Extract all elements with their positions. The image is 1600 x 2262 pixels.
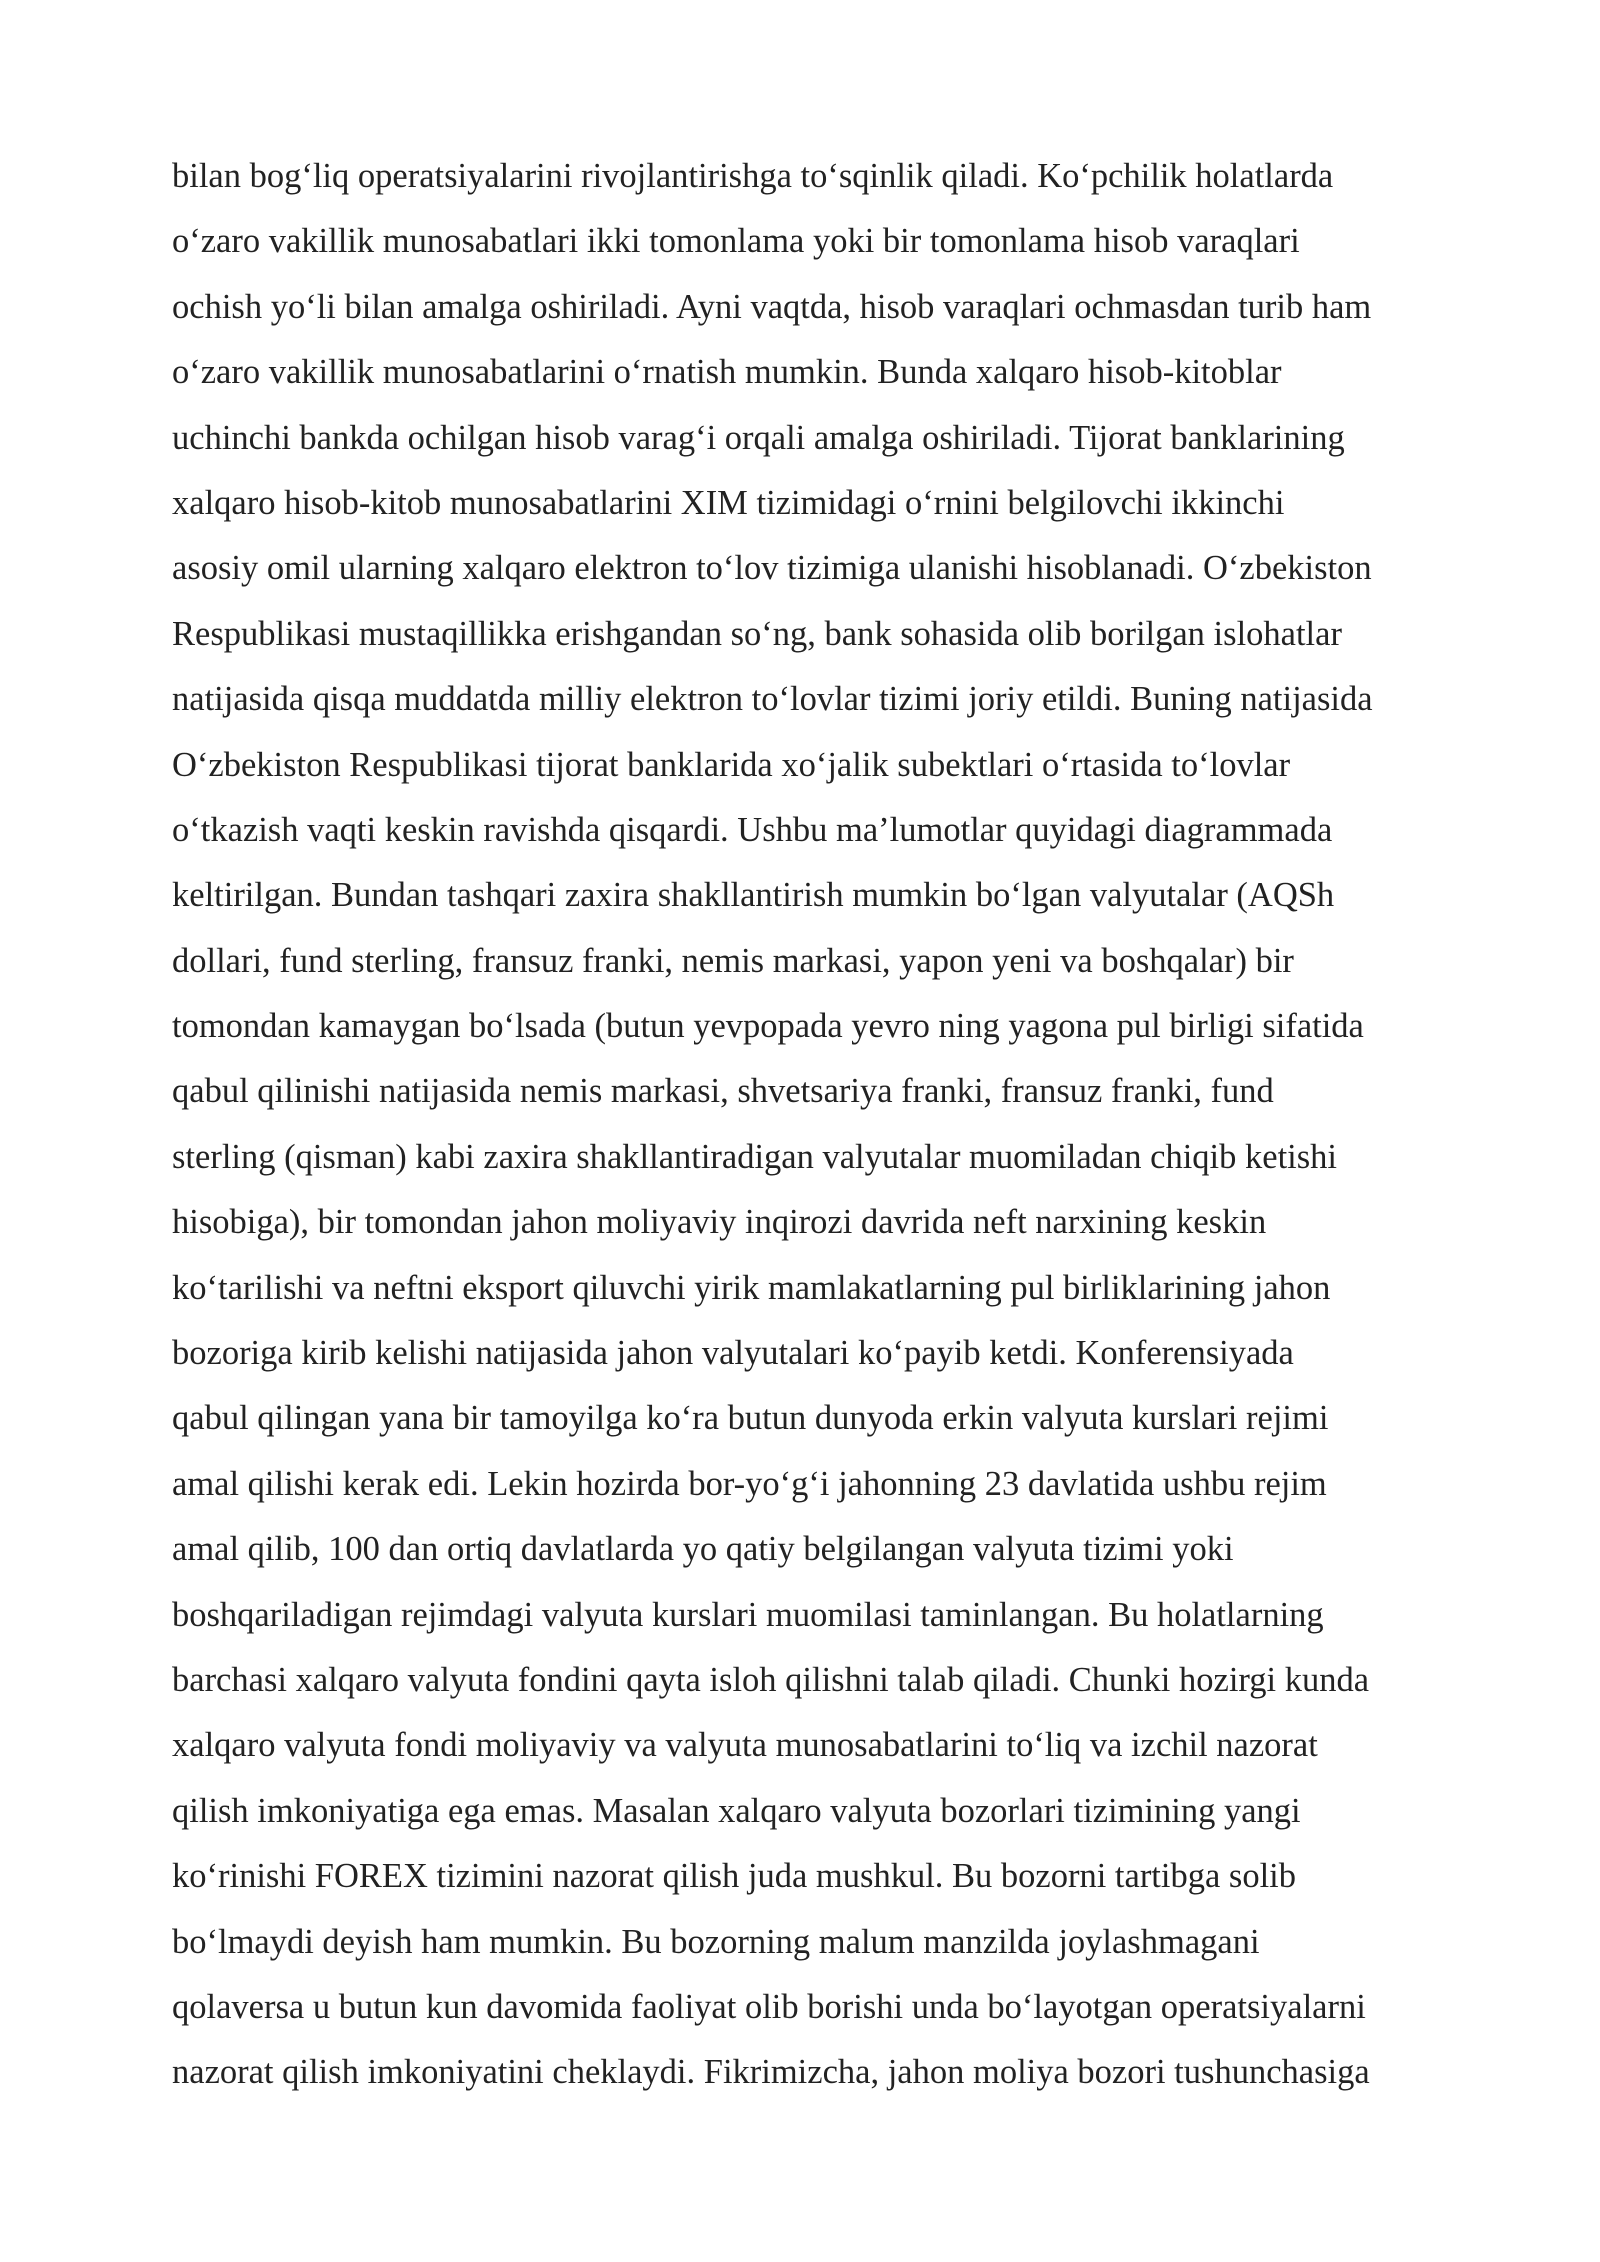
text-line: o‘zaro vakillik munosabatlari ikki tomonlama yoki bir tomonlama hisob varaqlari xyxy=(172,222,1300,261)
text-line: amal qilishi kerak edi. Lekin hozirda bor-yo‘g‘i jahonning 23 davlatida ushbu rejim xyxy=(172,1464,1327,1503)
text-line: O‘zbekiston Respublikasi tijorat banklarida xo‘jalik subektlari o‘rtasida to‘lovlar xyxy=(172,745,1291,784)
text-line: qilish imkoniyatiga ega emas. Masalan xalqaro valyuta bozorlari tizimining yangi xyxy=(172,1791,1301,1830)
text-line: barchasi xalqaro valyuta fondini qayta isloh qilishni talab qiladi. Chunki hozirgi kunda xyxy=(172,1660,1370,1699)
body-text xyxy=(172,150,1502,2112)
text-line: tomondan kamaygan bo‘lsada (butun yevpopada yevro ning yagona pul birligi sifatida xyxy=(172,1007,1364,1046)
text-line: ko‘rinishi FOREX tizimini nazorat qilish juda mushkul. Bu bozorni tartibga solib xyxy=(172,1857,1297,1896)
text-line: bo‘lmaydi deyish ham mumkin. Bu bozorning malum manzilda joylashmagani xyxy=(172,1922,1260,1961)
text-line: xalqaro valyuta fondi moliyaviy va valyuta munosabatlarini to‘liq va izchil nazorat xyxy=(172,1726,1318,1765)
text-line: keltirilgan. Bundan tashqari zaxira shakllantirish mumkin bo‘lgan valyutalar (AQSh xyxy=(172,876,1335,915)
text-line: qolaversa u butun kun davomida faoliyat olib borishi unda bo‘layotgan operatsiyalarni xyxy=(172,1987,1366,2026)
text-line: amal qilib, 100 dan ortiq davlatlarda yo qatiy belgilangan valyuta tizimi yoki xyxy=(172,1530,1234,1569)
text-line: uchinchi bankda ochilgan hisob varag‘i orqali amalga oshiriladi. Tijorat banklarining xyxy=(172,418,1345,457)
text-line: asosiy omil ularning xalqaro elektron to‘lov tizimiga ulanishi hisoblanadi. O‘zbekiston xyxy=(172,549,1372,588)
text-line: xalqaro hisob-kitob munosabatlarini XIM tizimidagi o‘rnini belgilovchi ikkinchi xyxy=(172,483,1285,522)
text-line: ko‘tarilishi va neftni eksport qiluvchi yirik mamlakatlarning pul birliklarining jahon xyxy=(172,1268,1331,1307)
text-line: nazorat qilish imkoniyatini cheklaydi. Fikrimizcha, jahon moliya bozori tushunchasiga xyxy=(172,2053,1370,2092)
text-line: qabul qilingan yana bir tamoyilga ko‘ra butun dunyoda erkin valyuta kurslari rejimi xyxy=(172,1399,1329,1438)
text-line: natijasida qisqa muddatda milliy elektron to‘lovlar tizimi joriy etildi. Buning natijasida xyxy=(172,680,1373,719)
text-line: o‘zaro vakillik munosabatlarini o‘rnatish mumkin. Bunda xalqaro hisob-kitoblar xyxy=(172,353,1282,392)
text-line: qabul qilinishi natijasida nemis markasi, shvetsariya franki, fransuz franki, fund xyxy=(172,1072,1274,1111)
text-line: boshqariladigan rejimdagi valyuta kurslari muomilasi taminlangan. Bu holatlarning xyxy=(172,1595,1324,1634)
text-line: dollari, fund sterling, fransuz franki, nemis markasi, yapon yeni va boshqalar) bir xyxy=(172,941,1294,980)
text-line: bilan bog‘liq operatsiyalarini rivojlantirishga to‘sqinlik qiladi. Ko‘pchilik holatlarda xyxy=(172,157,1334,195)
text-line: sterling (qisman) kabi zaxira shakllantiradigan valyutalar muomiladan chiqib ketishi xyxy=(172,1137,1337,1176)
text-line: hisobiga), bir tomondan jahon moliyaviy inqirozi davrida neft narxining keskin xyxy=(172,1203,1267,1242)
text-line: bozoriga kirib kelishi natijasida jahon valyutalari ko‘payib ketdi. Konferensiyada xyxy=(172,1334,1294,1373)
text-line: Respublikasi mustaqillikka erishgandan so‘ng, bank sohasida olib borilgan islohatlar xyxy=(172,614,1342,653)
text-line: o‘tkazish vaqti keskin ravishda qisqardi. Ushbu ma’lumotlar quyidagi diagrammada xyxy=(172,810,1333,849)
text-line: ochish yo‘li bilan amalga oshiriladi. Ayni vaqtda, hisob varaqlari ochmasdan turib ham xyxy=(172,287,1372,326)
